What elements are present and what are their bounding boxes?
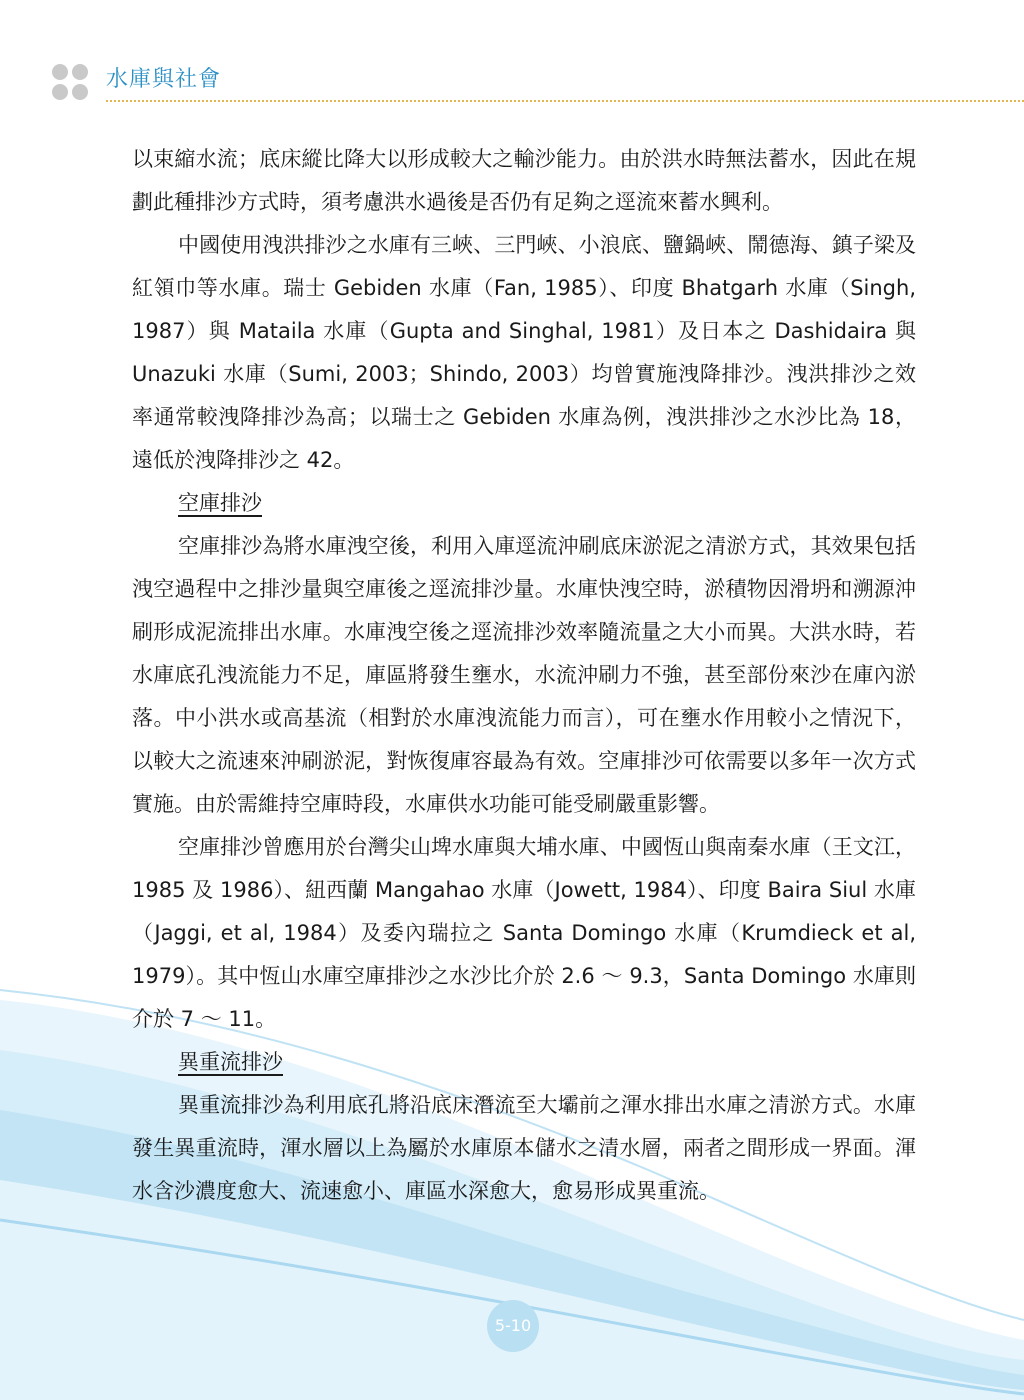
page-body [132,138,916,1213]
page-header [0,0,1024,110]
paragraph: 空庫排沙曾應用於台灣尖山埤水庫與大埔水庫、中國恆山與南秦水庫（王文江，1985 及 1986）、紐西蘭 Mangahao 水庫（Jowett, 1984）、印度 Baira Siul 水庫（Jaggi, et al, 1984）及委內瑞拉之 Santa Domingo 水庫（Krumdieck et al, 1979）。其中恆山水庫空庫排沙之水沙比介於 2.6 ～ 9.3，Santa Domingo 水庫則介於 7 ～ 11。 [132,835,916,1031]
paragraph: 中國使用洩洪排沙之水庫有三峽、三門峽、小浪底、鹽鍋峽、鬧德海、鎮子梁及紅領巾等水庫。瑞士 Gebiden 水庫（Fan, 1985）、印度 Bhatgarh 水庫（Singh, 1987）與 Mataila 水庫（Gupta and Singhal, 1981）及日本之 Dashidaira 與 Unazuki 水庫（Sumi, 2003；Shindo, 2003）均曾實施洩降排沙。洩洪排沙之效率通常較洩降排沙為高；以瑞士之 Gebiden 水庫為例，洩洪排沙之水沙比為 18，遠低於洩降排沙之 42。 [132,233,916,472]
logo-dots-icon [52,64,96,104]
section-heading: 空庫排沙 [178,491,262,515]
header-divider [106,100,1024,102]
running-header-title: 水庫與社會 [106,67,222,92]
paragraph: 空庫排沙為將水庫洩空後，利用入庫逕流沖刷底床淤泥之清淤方式，其效果包括洩空過程中之排沙量與空庫後之逕流排沙量。水庫快洩空時，淤積物因滑坍和溯源沖刷形成泥流排出水庫。水庫洩空後之逕流排沙效率隨流量之大小而異。大洪水時，若水庫底孔洩流能力不足，庫區將發生壅水，水流沖刷力不強，甚至部份來沙在庫內淤落。中小洪水或高基流（相對於水庫洩流能力而言），可在壅水作用較小之情況下，以較大之流速來沖刷淤泥，對恢復庫容最為有效。空庫排沙可依需要以多年一次方式實施。由於需維持空庫時段，水庫供水功能可能受刷嚴重影響。 [132,534,916,816]
paragraph: 異重流排沙為利用底孔將沿底床潛流至大壩前之渾水排出水庫之清淤方式。水庫發生異重流時，渾水層以上為屬於水庫原本儲水之清水層，兩者之間形成一界面。渾水含沙濃度愈大、流速愈小、庫區水深愈大，愈易形成異重流。 [132,1093,916,1203]
page-number-badge: 5-10 [487,1300,539,1352]
paragraph: 以束縮水流；底床縱比降大以形成較大之輸沙能力。由於洪水時無法蓄水，因此在規劃此種排沙方式時，須考慮洪水過後是否仍有足夠之逕流來蓄水興利。 [132,147,916,214]
section-heading: 異重流排沙 [178,1050,283,1074]
